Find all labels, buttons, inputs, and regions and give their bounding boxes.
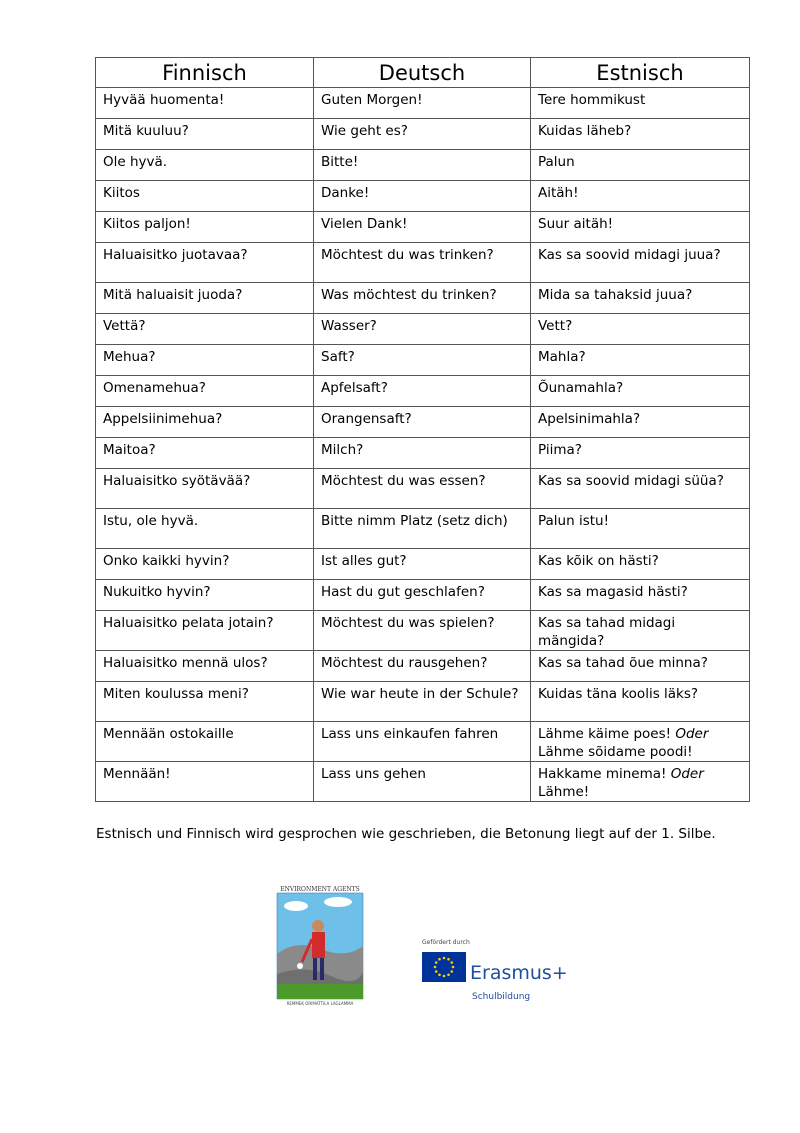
cell-german: Vielen Dank! — [314, 212, 531, 243]
cell-finnish: Miten koulussa meni? — [96, 682, 314, 722]
erasmus-funded-label: Gefördert durch — [422, 939, 470, 946]
cell-german: Orangensaft? — [314, 407, 531, 438]
cell-estonian: Kas sa tahad midagi mängida? — [531, 611, 750, 651]
cell-finnish: Appelsiinimehua? — [96, 407, 314, 438]
cell-estonian: Mida sa tahaksid juua? — [531, 283, 750, 314]
table-row — [96, 722, 750, 762]
header-finnish: Finnisch — [96, 58, 314, 88]
cell-estonian: Kuidas läheb? — [531, 119, 750, 150]
cell-german: Lass uns gehen — [314, 762, 531, 802]
environment-agents-logo — [276, 884, 364, 1008]
table-row — [96, 376, 750, 407]
cell-german: Bitte nimm Platz (setz dich) — [314, 509, 531, 549]
cell-german: Möchtest du rausgehen? — [314, 651, 531, 682]
table-row — [96, 469, 750, 509]
cell-finnish: Kiitos — [96, 181, 314, 212]
cell-german: Wie geht es? — [314, 119, 531, 150]
cell-german: Ist alles gut? — [314, 549, 531, 580]
cell-german: Bitte! — [314, 150, 531, 181]
erasmus-subtitle: Schulbildung — [472, 992, 531, 1002]
cell-finnish: Maitoa? — [96, 438, 314, 469]
cell-estonian: Kas sa soovid midagi juua? — [531, 243, 750, 283]
cell-estonian: Kuidas täna koolis läks? — [531, 682, 750, 722]
cell-german: Guten Morgen! — [314, 88, 531, 119]
cell-german: Wasser? — [314, 314, 531, 345]
cell-estonian: Kas sa soovid midagi süüa? — [531, 469, 750, 509]
erasmus-plus-logo — [420, 937, 580, 1007]
cell-estonian: Lähme käime poes! Oder Lähme sõidame poodi! — [531, 722, 750, 762]
cell-estonian: Kas sa magasid hästi? — [531, 580, 750, 611]
header-estonian: Estnisch — [531, 58, 750, 88]
eu-flag-icon — [422, 952, 466, 982]
agents-logo-title: ENVIRONMENT AGENTS — [280, 886, 360, 893]
cell-finnish: Haluaisitko juotavaa? — [96, 243, 314, 283]
cell-finnish: Istu, ole hyvä. — [96, 509, 314, 549]
pronunciation-note: Estnisch und Finnisch wird gesprochen wie geschrieben, die Betonung liegt auf der 1. Silbe. — [96, 826, 716, 842]
table-row — [96, 682, 750, 722]
eu-star — [452, 966, 455, 969]
cell-estonian: Apelsinimahla? — [531, 407, 750, 438]
table-row — [96, 119, 750, 150]
eu-star — [450, 970, 453, 973]
table-row — [96, 88, 750, 119]
eu-star — [435, 961, 438, 964]
eu-star — [450, 961, 453, 964]
eu-star — [447, 973, 450, 976]
table-row — [96, 762, 750, 802]
table-row — [96, 345, 750, 376]
cell-finnish: Mennään! — [96, 762, 314, 802]
table-row — [96, 181, 750, 212]
cell-finnish: Mitä haluaisit juoda? — [96, 283, 314, 314]
cell-finnish: Ole hyvä. — [96, 150, 314, 181]
eu-star — [443, 957, 446, 960]
cell-estonian: Kas kõik on hästi? — [531, 549, 750, 580]
cell-german: Apfelsaft? — [314, 376, 531, 407]
cell-german: Hast du gut geschlafen? — [314, 580, 531, 611]
cell-german: Was möchtest du trinken? — [314, 283, 531, 314]
table-row — [96, 549, 750, 580]
cell-german: Wie war heute in der Schule? — [314, 682, 531, 722]
table-row — [96, 438, 750, 469]
cell-estonian: Hakkame minema! Oder Lähme! — [531, 762, 750, 802]
eu-star — [435, 970, 438, 973]
table-row — [96, 580, 750, 611]
eu-star — [438, 958, 441, 961]
cell-finnish: Omenamehua? — [96, 376, 314, 407]
cell-finnish: Mehua? — [96, 345, 314, 376]
table-header-row — [96, 58, 750, 88]
cell-finnish: Haluaisitko syötävää? — [96, 469, 314, 509]
table-row — [96, 651, 750, 682]
cell-estonian: Piima? — [531, 438, 750, 469]
cell-estonian: Aitäh! — [531, 181, 750, 212]
table-row — [96, 283, 750, 314]
cell-german: Möchtest du was spielen? — [314, 611, 531, 651]
cell-finnish: Onko kaikki hyvin? — [96, 549, 314, 580]
cell-estonian: Suur aitäh! — [531, 212, 750, 243]
table-row — [96, 407, 750, 438]
table-row — [96, 314, 750, 345]
eu-star — [434, 966, 437, 969]
eu-star — [438, 973, 441, 976]
erasmus-name: Erasmus+ — [470, 962, 568, 984]
cell-finnish: Hyvää huomenta! — [96, 88, 314, 119]
cell-german: Lass uns einkaufen fahren — [314, 722, 531, 762]
cell-estonian: Kas sa tahad õue minna? — [531, 651, 750, 682]
table-row — [96, 150, 750, 181]
cell-estonian: Õunamahla? — [531, 376, 750, 407]
cell-german: Möchtest du was essen? — [314, 469, 531, 509]
eu-star — [447, 958, 450, 961]
table-row — [96, 611, 750, 651]
cell-german: Möchtest du was trinken? — [314, 243, 531, 283]
cell-estonian: Palun — [531, 150, 750, 181]
agents-logo-footer: REMMEK ORIMATTILA LAGLAMMA — [286, 1001, 354, 1006]
cell-finnish: Vettä? — [96, 314, 314, 345]
table-row — [96, 509, 750, 549]
cell-finnish: Mennään ostokaille — [96, 722, 314, 762]
cell-german: Saft? — [314, 345, 531, 376]
cell-estonian: Palun istu! — [531, 509, 750, 549]
cell-finnish: Haluaisitko mennä ulos? — [96, 651, 314, 682]
cell-finnish: Kiitos paljon! — [96, 212, 314, 243]
cell-estonian: Mahla? — [531, 345, 750, 376]
cell-finnish: Mitä kuuluu? — [96, 119, 314, 150]
table-row — [96, 212, 750, 243]
eu-star — [443, 975, 446, 978]
header-german: Deutsch — [314, 58, 531, 88]
vocabulary-table — [95, 57, 750, 802]
cell-estonian: Tere hommikust — [531, 88, 750, 119]
cell-estonian: Vett? — [531, 314, 750, 345]
cell-german: Milch? — [314, 438, 531, 469]
cell-finnish: Haluaisitko pelata jotain? — [96, 611, 314, 651]
table-row — [96, 243, 750, 283]
cell-german: Danke! — [314, 181, 531, 212]
cell-finnish: Nukuitko hyvin? — [96, 580, 314, 611]
